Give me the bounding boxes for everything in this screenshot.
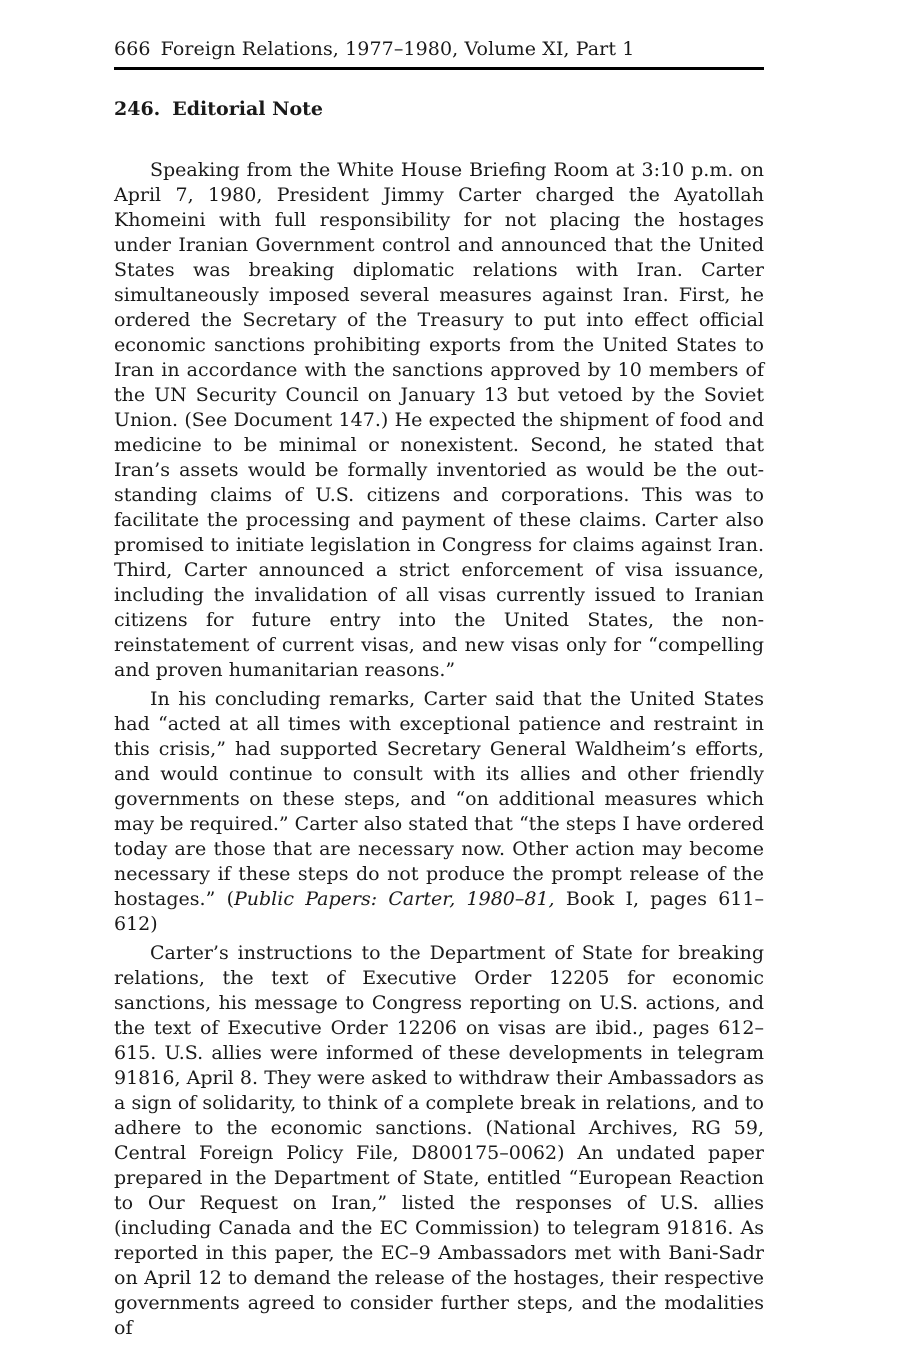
document-heading (114, 96, 764, 122)
paragraph-1: Speaking from the White House Briefing Room at 3:10 p.m. on April 7, 1980, President Jimmy Carter charged the Ayatollah Khomeini with full responsibility for not placing the hostages under Iranian Government control and announced that the United States was breaking diplomatic relations with Iran. Carter simultaneously imposed several measures against Iran. First, he ordered the Secretary of the Treasury to put into effect official economic sanctions prohibiting exports from the United States to Iran in accordance with the sanctions approved by 10 members of the UN Security Council on January 13 but vetoed by the Soviet Union. (See Document 147.) He expected the shipment of food and medicine to be minimal or nonexistent. Second, he stated that Iran’s assets would be formally inventoried as would be the outstanding claims of U.S. citizens and corporations. This was to facilitate the processing and payment of these claims. Carter also promised to initiate legislation in Congress for claims against Iran. Third, Carter announced a strict enforcement of visa issuance, including the invalidation of all visas currently issued to Iranian citizens for future entry into the United States, the non-reinstatement of current visas, and new visas only for “compelling and proven humanitarian reasons.” (114, 159, 764, 681)
running-head (114, 36, 764, 62)
citation-title: Public Papers: Carter, 1980–81, (233, 888, 555, 910)
paragraph-2 (114, 687, 764, 937)
document-number: 246. (114, 98, 161, 120)
header-rule (114, 67, 764, 70)
page-number: 666 (114, 38, 151, 60)
document-page (114, 36, 764, 1345)
paragraph-3: Carter’s instructions to the Department of State for breaking relations, the text of Executive Order 12205 for economic sanctions, his message to Congress reporting on U.S. actions, and the text of Executive Order 12206 on visas are ibid., pages 612–615. U.S. allies were informed of these developments in telegram 91816, April 8. They were asked to withdraw their Ambassadors as a sign of solidarity, to think of a complete break in relations, and to adhere to the economic sanctions. (National Archives, RG 59, Central Foreign Policy File, D800175–0062) An undated paper prepared in the Department of State, entitled “European Reaction to Our Request on Iran,” listed the responses of U.S. allies (including Canada and the EC Commission) to telegram 91816. As reported in this paper, the EC–9 Ambassadors met with Bani-Sadr on April 12 to demand the release of the hostages, their respective governments agreed to consider further steps, and the modalities of (114, 942, 764, 1339)
paragraph-2-text: In his concluding remarks, Carter said that the United States had “acted at all times with exceptional patience and restraint in this crisis,” had supported Secretary General Waldheim’s efforts, and would continue to consult with its allies and other friendly governments on these steps, and “on additional measures which may be required.” Carter also stated that “the steps I have ordered today are those that are necessary now. Other action may become necessary if these steps do not produce the prompt release of the hostages.” ( (114, 688, 764, 910)
volume-title: Foreign Relations, 1977–1980, Volume XI, Part 1 (160, 38, 635, 60)
document-body (114, 158, 764, 1341)
document-title: Editorial Note (172, 98, 323, 120)
citation-pages: Book I, pages 611–612) (114, 888, 764, 935)
